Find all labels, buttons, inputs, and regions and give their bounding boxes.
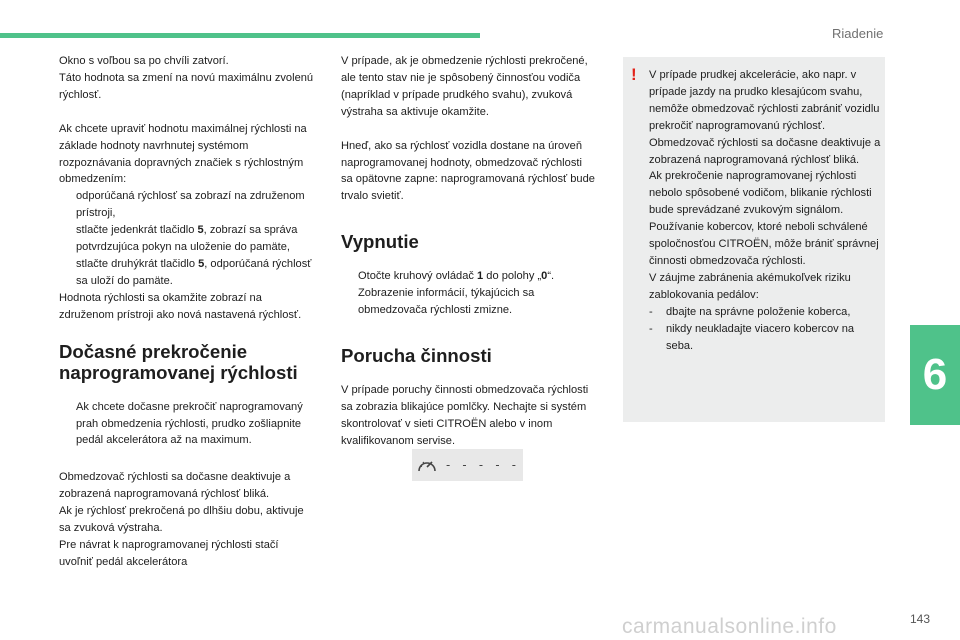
paragraph-group [59, 121, 314, 324]
position-reference: 0 [541, 270, 548, 283]
list-item [59, 222, 314, 256]
warning-paragraph: Obmedzovač rýchlosti sa dočasne deaktivuje a zobrazená naprogramovaná rýchlosť bliká. [649, 136, 881, 166]
list-item-text: nikdy neukladajte viacero kobercov na seba. [666, 322, 855, 352]
heading-temporary-exceed: Dočasné prekročenie naprogramovanej rýchlosti [59, 340, 298, 383]
list-item [59, 256, 314, 290]
bullet-marker [341, 268, 358, 319]
list-item [341, 268, 596, 319]
list-item-text: Ak chcete dočasne prekročiť naprogramovaný prah obmedzenia rýchlosti, prudko zošliapnite pedál akcelerátora až na maximum. [76, 400, 303, 447]
list-item-text: Otočte kruhový ovládač 1 do polohy „0“. Zobrazenie informácií, týkajúcich sa obmedzovača rýchlosti zmizne. [358, 270, 555, 317]
header-accent-bar [0, 33, 480, 38]
page-number: 143 [910, 612, 931, 626]
blinking-dashes: - - - - - [444, 458, 519, 472]
section-title: Riadenie [832, 26, 884, 41]
bullet-marker [59, 188, 76, 222]
list-item [649, 321, 881, 355]
speed-limiter-display [412, 449, 523, 481]
paragraph: Hneď, ako sa rýchlosť vozidla dostane na úroveň naprogramovanej hodnoty, obmedzovač rýchlosti sa opätovne zapne: naprogramovaná rýchlosť bude trvalo svietiť. [341, 139, 595, 203]
list-item-text: odporúčaná rýchlosť sa zobrazí na združenom prístroji, [76, 190, 305, 220]
warning-paragraph: V prípade prudkej akcelerácie, ako napr. v prípade jazdy na prudko klesajúcom svahu, nemôže obmedzovač rýchlosti zabrániť vozidlu prekročiť naprogramovanú rýchlosť. [649, 69, 880, 132]
heading-switch-off: Vypnutie [341, 231, 419, 253]
heading-malfunction: Porucha činnosti [341, 344, 492, 366]
bullet-marker [59, 256, 76, 290]
speed-limiter-gauge-icon [416, 456, 438, 474]
bullet-marker [59, 399, 76, 450]
control-reference: 1 [477, 270, 484, 283]
warning-paragraph: Ak prekročenie naprogramovanej rýchlosti nebolo spôsobené vodičom, blikanie rýchlosti bude sprevádzané zvukovým signálom. [649, 170, 872, 217]
column-left [59, 53, 314, 588]
list-item [649, 304, 881, 321]
paragraph: Okno s voľbou sa po chvíli zatvorí. Táto hodnota sa zmení na novú maximálnu zvolenú rýchlosť. [59, 55, 314, 101]
paragraph: V prípade poruchy činnosti obmedzovača rýchlosti sa zobrazia blikajúce pomlčky. Nechajte si systém skontrolovať v sieti CITROËN alebo v inom kvalifikovanom servise. [341, 383, 589, 447]
button-reference: 5 [197, 224, 204, 237]
warning-box [623, 57, 885, 422]
warning-paragraph: Používanie kobercov, ktoré neboli schválené spoločnosťou CITROËN, môže brániť správnej činnosti obmedzovača rýchlosti. [649, 221, 879, 267]
warning-icon: ! [631, 65, 637, 84]
list-item-text: stlačte druhýkrát tlačidlo 5, odporúčaná rýchlosť sa uloží do pamäte. [76, 257, 312, 287]
bullet-marker [59, 222, 76, 256]
list-item [59, 188, 314, 222]
dash-marker: - [649, 322, 653, 335]
column-middle [341, 53, 596, 467]
chapter-number: 6 [922, 350, 948, 399]
paragraph: V prípade, ak je obmedzenie rýchlosti prekročené, ale tento stav nie je spôsobený činnosťou vodiča (napríklad v prípade prudkého svahu), zvuková výstraha sa aktivuje okamžite. [341, 55, 588, 118]
watermark: carmanualsonline.info [622, 615, 837, 638]
list-item-text: stlačte jedenkrát tlačidlo 5, zobrazí sa správa potvrdzujúca pokyn na uloženie do pamäte, [76, 224, 298, 254]
dash-marker: - [649, 305, 653, 318]
paragraph: Hodnota rýchlosti sa okamžite zobrazí na združenom prístroji ako nová nastavená rýchlosť. [59, 291, 302, 321]
paragraph: Ak chcete upraviť hodnotu maximálnej rýchlosti na základe hodnoty navrhnutej systémom rozpoznávania dopravných značiek s rýchlostným obmedzením: [59, 122, 307, 186]
chapter-tab [910, 325, 960, 425]
button-reference: 5 [198, 257, 205, 270]
list-item [59, 399, 314, 450]
warning-text [649, 67, 881, 354]
list-item-text: dbajte na správne položenie koberca, [666, 305, 851, 318]
warning-paragraph: V záujme zabránenia akémukoľvek riziku zablokovania pedálov: [649, 271, 851, 301]
paragraph: Obmedzovač rýchlosti sa dočasne deaktivuje a zobrazená naprogramovaná rýchlosť bliká. Ak je rýchlosť prekročená po dlhšiu dobu, aktivuje sa zvuková výstraha. Pre návrat k naprogramovanej rýchlosti stačí uvoľniť pedál akcelerátora [59, 471, 304, 568]
